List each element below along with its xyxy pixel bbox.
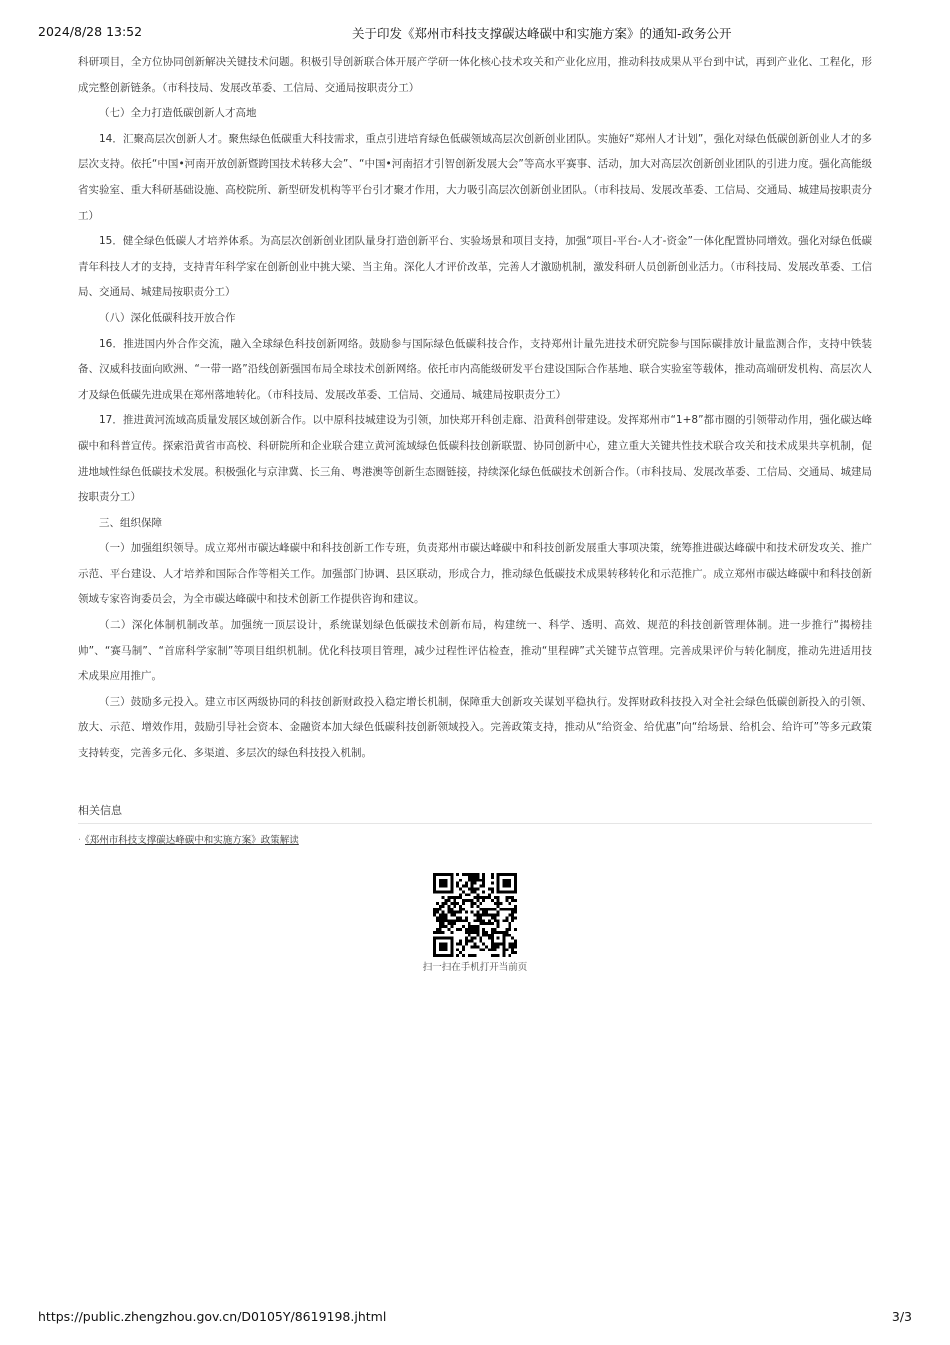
page-title: 关于印发《郑州市科技支撑碳达峰碳中和实施方案》的通知-政务公开 [352, 26, 732, 41]
qr-code-icon [433, 873, 517, 957]
paragraph: 16．推进国内外合作交流，融入全球绿色科技创新网络。鼓励参与国际绿色低碳科技合作，支持郑州计量先进技术研究院参与国际碳排放计量监测合作，支持中铁装备、汉威科技面向欧洲、“一带一路”沿线创新强国布局全球技术创新网络。依托市内高能级研发平台建设国际合作基地、联合实验室等载体，推动高端研发机构、高层次人才及绿色低碳先进成果在郑州落地转化。（市科技局、发展改革委、工信局、交通局、城建局按职责分工） [78, 337, 872, 401]
article-body [78, 50, 872, 767]
paragraph: （二）深化体制机制改革。加强统一顶层设计，系统谋划绿色低碳技术创新布局，构建统一、科学、透明、高效、规范的科技创新管理体制。进一步推行“揭榜挂帅”、“赛马制”、“首席科学家制”等项目组织机制。优化科技项目管理，减少过程性评估检查，推动“里程碑”式关键节点管理。完善成果评价与转化制度，推动先进适用技术成果应用推广。 [78, 619, 872, 683]
paragraph: 科研项目，全方位协同创新解决关键技术问题。积极引导创新联合体开展产学研一体化核心技术攻关和产业化应用，推动科技成果从平台到中试，再到产业化、工程化，形成完整创新链条。（市科技局、发展改革委、工信局、交通局按职责分工） [78, 56, 872, 94]
related-list [78, 832, 872, 846]
related-link-policy-interpretation[interactable]: 《郑州市科技支撑碳达峰碳中和实施方案》政策解读 [85, 835, 299, 846]
paragraph: 15．健全绿色低碳人才培养体系。为高层次创新创业团队量身打造创新平台、实验场景和项目支持，加强“项目-平台-人才-资金”一体化配置协同增效。强化对绿色低碳青年科技人才的支持，支持青年科学家在创新创业中挑大梁、当主角。深化人才评价改革，完善人才激励机制，激发科研人员创新创业活力。（市科技局、发展改革委、工信局、交通局、城建局按职责分工） [78, 235, 872, 299]
print-datetime: 2024/8/28 13:52 [38, 24, 143, 39]
related-info [78, 802, 872, 846]
qr-caption: 扫一扫在手机打开当前页 [422, 962, 528, 973]
related-info-title: 相关信息 [78, 802, 872, 824]
qr-section [0, 873, 950, 975]
paragraph: （三）鼓励多元投入。建立市区两级协同的科技创新财政投入稳定增长机制，保障重大创新攻关谋划平稳执行。发挥财政科技投入对全社会绿色低碳创新投入的引领、放大、示范、增效作用，鼓励引导社会资本、金融资本加大绿色低碳科技创新领域投入。完善政策支持，推动从“给资金、给优惠”向“给场景、给机会、给许可”等多元政策支持转变，完善多元化、多渠道、多层次的绿色科技投入机制。 [78, 695, 872, 760]
paragraph: （一）加强组织领导。成立郑州市碳达峰碳中和科技创新工作专班，负责郑州市碳达峰碳中和科技创新发展重大事项决策，统筹推进碳达峰碳中和技术研发攻关、推广示范、平台建设、人才培养和国际合作等相关工作。加强部门协调、县区联动，形成合力，推动绿色低碳技术成果转移转化和示范推广。成立郑州市碳达峰碳中和科技创新领域专家咨询委员会，为全市碳达峰碳中和技术创新工作提供咨询和建议。 [78, 542, 872, 606]
paragraph: 14．汇聚高层次创新人才。聚焦绿色低碳重大科技需求，重点引进培育绿色低碳领域高层次创新创业团队。实施好“郑州人才计划”，强化对绿色低碳创新创业人才的多层次支持。依托“中国•河南开放创新暨跨国技术转移大会”、“中国•河南招才引智创新发展大会”等高水平赛事、活动，加大对高层次创新创业团队的引进力度。强化高能级省实验室、重大科研基础设施、高校院所、新型研发机构等平台引才聚才作用，大力吸引高层次创新创业团队。（市科技局、发展改革委、工信局、交通局、城建局按职责分工） [78, 132, 872, 222]
paragraph: 17．推进黄河流域高质量发展区域创新合作。以中原科技城建设为引领，加快郑开科创走廊、沿黄科创带建设。发挥郑州市“1+8”都市圈的引领带动作用，强化碳达峰碳中和科普宣传。探索沿黄省市高校、科研院所和企业联合建立黄河流域绿色低碳科技创新联盟、协同创新中心，建立重大关键共性技术联合攻关和技术成果共享机制，促进地域性绿色低碳技术发展。积极强化与京津冀、长三角、粤港澳等创新生态圈链接，持续深化绿色低碳技术创新合作。（市科技局、发展改革委、工信局、交通局、城建局按职责分工） [78, 414, 872, 504]
print-footer [38, 1309, 912, 1327]
section-heading: （七）全力打造低碳创新人才高地 [99, 107, 257, 120]
section-heading: （八）深化低碳科技开放合作 [99, 311, 236, 324]
section-heading: 三、组织保障 [99, 516, 162, 529]
bullet-icon: · [78, 835, 82, 846]
page-number: 3/3 [891, 1309, 912, 1324]
print-header [38, 24, 912, 42]
page-url: https://public.zhengzhou.gov.cn/D0105Y/8619198.jhtml [38, 1309, 387, 1324]
